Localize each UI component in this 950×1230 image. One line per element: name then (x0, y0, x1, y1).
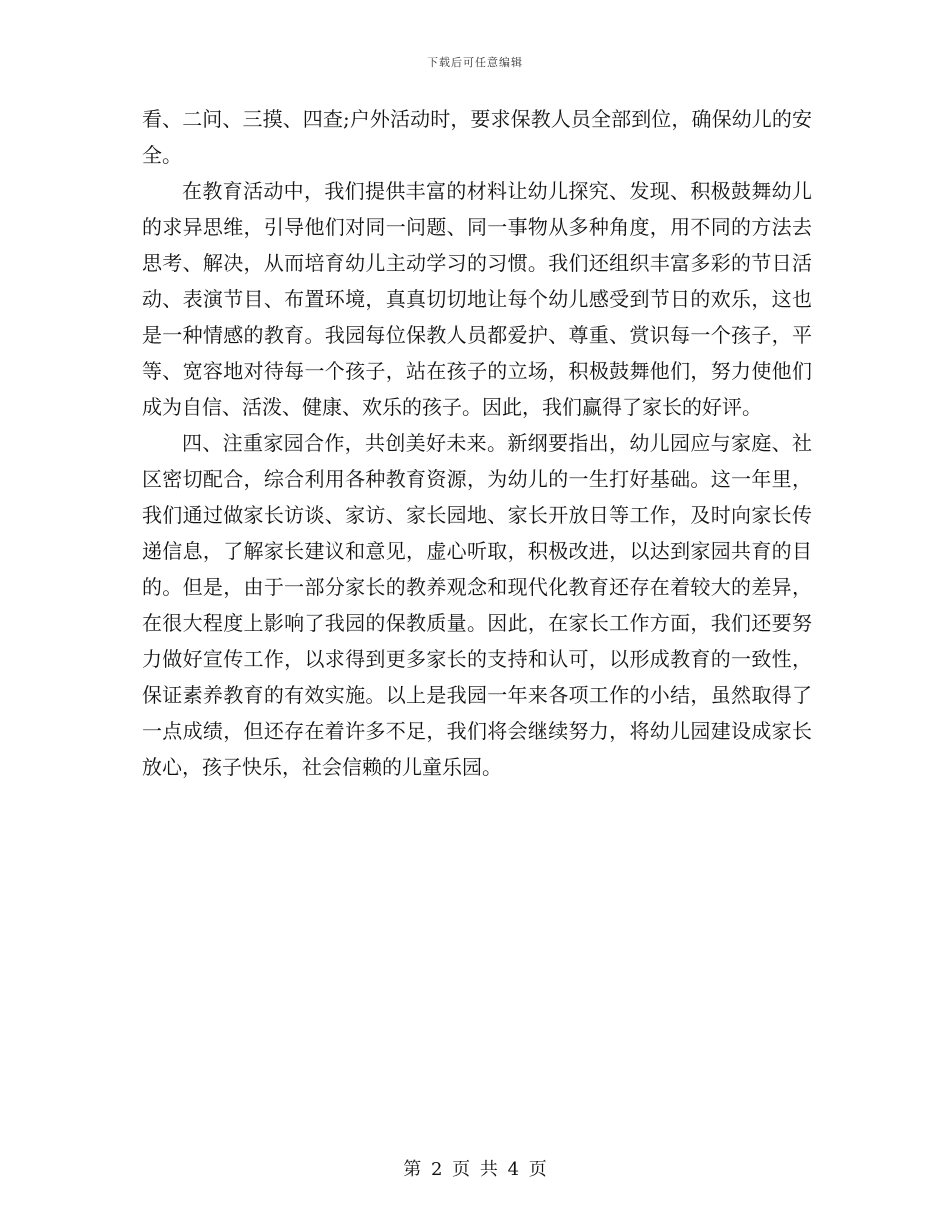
paragraph-education-activities: 在教育活动中，我们提供丰富的材料让幼儿探究、发现、积极鼓舞幼儿的求异思维，引导他们对同一问题、同一事物从多种角度，用不同的方法去思考、解决，从而培育幼儿主动学习的习惯。我们还组织丰富多彩的节日活动、表演节目、布置环境，真真切切地让每个幼儿感受到节日的欢乐，这也是一种情感的教育。我园每位保教人员都爱护、尊重、赏识每一个孩子，平等、宽容地对待每一个孩子，站在孩子的立场，积极鼓舞他们，努力使他们成为自信、活泼、健康、欢乐的孩子。因此，我们赢得了家长的好评。 (142, 179, 812, 419)
document-body (142, 101, 812, 785)
paragraph-continuation: 看、二问、三摸、四查;户外活动时，要求保教人员全部到位，确保幼儿的安全。 (142, 107, 812, 167)
paragraph-home-school-cooperation: 四、注重家园合作，共创美好未来。新纲要指出，幼儿园应与家庭、社区密切配合，综合利用各种教育资源，为幼儿的一生打好基础。这一年里，我们通过做家长访谈、家访、家长园地、家长开放日等工作，及时向家长传递信息，了解家长建议和意见，虚心听取，积极改进，以达到家园共育的目的。但是，由于一部分家长的教养观念和现代化教育还存在着较大的差异，在很大程度上影响了我园的保教质量。因此，在家长工作方面，我们还要努力做好宣传工作，以求得到更多家长的支持和认可，以形成教育的一致性，保证素养教育的有效实施。以上是我园一年来各项工作的小结，虽然取得了一点成绩，但还存在着许多不足，我们将会继续努力，将幼儿园建设成家长放心，孩子快乐，社会信赖的儿童乐园。 (142, 431, 812, 779)
page-header: 下载后可任意编辑 (427, 56, 523, 69)
page-number-footer: 第 2 页 共 4 页 (403, 1159, 547, 1180)
